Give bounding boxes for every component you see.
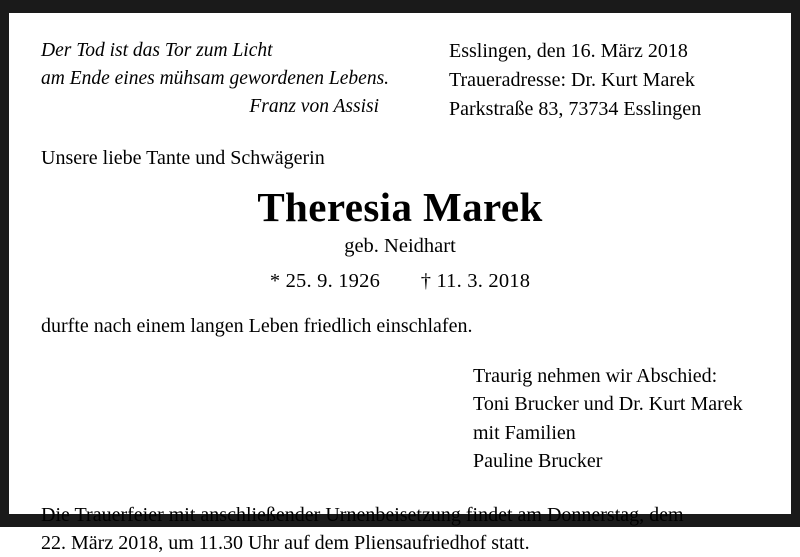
mourners-line-3: Pauline Brucker <box>473 450 603 473</box>
death-date: † 11. 3. 2018 <box>420 269 531 292</box>
passing-line: durfte nach einem langen Leben friedlich einschlafen. <box>41 314 473 337</box>
mourning-address-label: Traueradresse: Dr. Kurt Marek <box>449 69 695 91</box>
mourners-block <box>473 362 759 476</box>
address-block <box>449 35 759 124</box>
mourners-intro: Traurig nehmen wir Abschied: <box>473 364 718 387</box>
epigraph-author: Franz von Assisi <box>249 96 379 118</box>
relationship-line: Unsere liebe Tante und Schwägerin <box>41 147 325 169</box>
place-and-date: Esslingen, den 16. März 2018 <box>449 40 688 62</box>
deceased-name: Theresia Marek <box>257 184 543 230</box>
header-row <box>41 35 759 124</box>
maiden-name: geb. Neidhart <box>344 234 456 257</box>
mourning-address-street: Parkstraße 83, 73734 Esslingen <box>449 98 702 120</box>
epigraph-line-1: Der Tod ist das Tor zum Licht <box>41 40 273 61</box>
life-dates <box>41 270 759 293</box>
deceased-block <box>41 185 759 293</box>
mourners-line-1: Toni Brucker und Dr. Kurt Marek <box>473 393 743 416</box>
ceremony-line-1: Die Trauerfeier mit anschließender Urnenbeisetzung findet am Donnerstag, dem <box>41 504 684 527</box>
mourners-line-2: mit Familien <box>473 421 576 444</box>
ceremony-info <box>41 501 759 557</box>
birth-date: * 25. 9. 1926 <box>269 269 381 292</box>
ceremony-line-2: 22. März 2018, um 11.30 Uhr auf dem Pliensaufriedhof statt. <box>41 532 530 555</box>
epigraph-line-2: am Ende eines mühsam gewordenen Lebens. <box>41 67 390 89</box>
epigraph <box>41 35 391 121</box>
